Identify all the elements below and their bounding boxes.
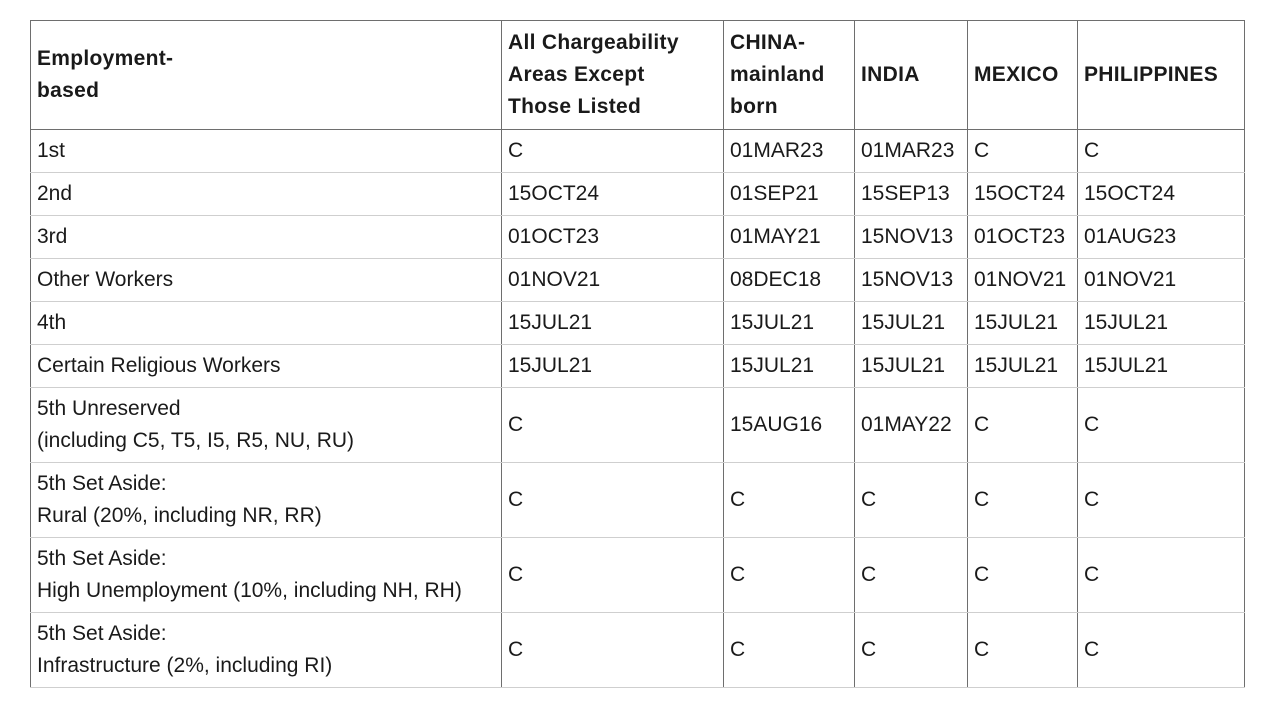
date-cell: C	[1078, 613, 1245, 688]
category-cell	[31, 216, 502, 259]
header-line: Those Listed	[508, 95, 642, 118]
date-cell: 01NOV21	[1078, 259, 1245, 302]
category-cell	[31, 388, 502, 463]
date-cell: C	[1078, 538, 1245, 613]
date-cell: 15AUG16	[724, 388, 855, 463]
category-label: 4th	[37, 311, 67, 334]
date-cell: C	[1078, 463, 1245, 538]
date-cell: 15NOV13	[855, 216, 968, 259]
date-cell: C	[724, 463, 855, 538]
category-label: 1st	[37, 139, 66, 162]
date-cell: 15JUL21	[724, 302, 855, 345]
category-label: 5th Unreserved	[37, 397, 181, 420]
date-cell: 15JUL21	[855, 302, 968, 345]
table-row	[31, 463, 1245, 538]
date-cell: 01OCT23	[968, 216, 1078, 259]
date-cell: 01MAY21	[724, 216, 855, 259]
category-label: 5th Set Aside:	[37, 472, 167, 495]
date-cell: 01NOV21	[968, 259, 1078, 302]
header-line: mainland	[730, 63, 825, 86]
date-cell: 01NOV21	[502, 259, 724, 302]
date-cell: C	[968, 538, 1078, 613]
table-row	[31, 345, 1245, 388]
header-line: Employment-	[37, 47, 174, 70]
date-cell: 15NOV13	[855, 259, 968, 302]
category-cell	[31, 463, 502, 538]
date-cell: 01MAR23	[724, 130, 855, 173]
category-cell	[31, 345, 502, 388]
header-all-chargeability	[502, 21, 724, 130]
header-line: born	[730, 95, 778, 118]
header-india	[855, 21, 968, 130]
subcategory-label: Rural (20%, including NR, RR)	[37, 504, 322, 527]
table-row	[31, 302, 1245, 345]
table-body	[31, 130, 1245, 688]
date-cell: 08DEC18	[724, 259, 855, 302]
category-cell	[31, 302, 502, 345]
date-cell: 15JUL21	[1078, 302, 1245, 345]
date-cell: C	[502, 463, 724, 538]
header-line: CHINA-	[730, 31, 806, 54]
header-row	[31, 21, 1245, 130]
date-cell: 15JUL21	[502, 302, 724, 345]
header-philippines	[1078, 21, 1245, 130]
date-cell: C	[968, 463, 1078, 538]
header-china	[724, 21, 855, 130]
header-mexico	[968, 21, 1078, 130]
category-label: 5th Set Aside:	[37, 547, 167, 570]
date-cell: 15OCT24	[502, 173, 724, 216]
subcategory-label: High Unemployment (10%, including NH, RH)	[37, 579, 462, 602]
category-cell	[31, 613, 502, 688]
date-cell: 15OCT24	[1078, 173, 1245, 216]
table-row	[31, 173, 1245, 216]
category-label: 2nd	[37, 182, 73, 205]
category-label: Other Workers	[37, 268, 174, 291]
date-cell: 15JUL21	[855, 345, 968, 388]
date-cell: C	[724, 613, 855, 688]
date-cell: 15OCT24	[968, 173, 1078, 216]
date-cell: 15JUL21	[1078, 345, 1245, 388]
table-row	[31, 130, 1245, 173]
date-cell: C	[968, 613, 1078, 688]
table-row	[31, 613, 1245, 688]
header-line: MEXICO	[974, 63, 1059, 86]
date-cell: 15SEP13	[855, 173, 968, 216]
table-row	[31, 259, 1245, 302]
date-cell: 01OCT23	[502, 216, 724, 259]
header-line: Areas Except	[508, 63, 645, 86]
category-cell	[31, 130, 502, 173]
header-employment-based	[31, 21, 502, 130]
subcategory-label: Infrastructure (2%, including RI)	[37, 654, 333, 677]
table-row	[31, 538, 1245, 613]
date-cell: 15JUL21	[968, 302, 1078, 345]
date-cell: 01AUG23	[1078, 216, 1245, 259]
category-label: 5th Set Aside:	[37, 622, 167, 645]
date-cell: C	[1078, 388, 1245, 463]
date-cell: 01MAR23	[855, 130, 968, 173]
date-cell: C	[968, 388, 1078, 463]
date-cell: C	[968, 130, 1078, 173]
table-row	[31, 388, 1245, 463]
subcategory-label: (including C5, T5, I5, R5, NU, RU)	[37, 429, 355, 452]
date-cell: C	[502, 388, 724, 463]
table-header	[31, 21, 1245, 130]
date-cell: C	[502, 613, 724, 688]
table-row	[31, 216, 1245, 259]
date-cell: C	[855, 463, 968, 538]
category-label: 3rd	[37, 225, 68, 248]
date-cell: 15JUL21	[502, 345, 724, 388]
header-line: PHILIPPINES	[1084, 63, 1218, 86]
date-cell: C	[724, 538, 855, 613]
header-line: INDIA	[861, 63, 920, 86]
date-cell: 01SEP21	[724, 173, 855, 216]
date-cell: 01MAY22	[855, 388, 968, 463]
date-cell: 15JUL21	[968, 345, 1078, 388]
category-cell	[31, 538, 502, 613]
header-line: based	[37, 79, 100, 102]
date-cell: 15JUL21	[724, 345, 855, 388]
date-cell: C	[502, 130, 724, 173]
date-cell: C	[1078, 130, 1245, 173]
visa-bulletin-table	[30, 20, 1245, 688]
category-label: Certain Religious Workers	[37, 354, 281, 377]
category-cell	[31, 259, 502, 302]
date-cell: C	[855, 538, 968, 613]
date-cell: C	[855, 613, 968, 688]
category-cell	[31, 173, 502, 216]
date-cell: C	[502, 538, 724, 613]
header-line: All Chargeability	[508, 31, 679, 54]
